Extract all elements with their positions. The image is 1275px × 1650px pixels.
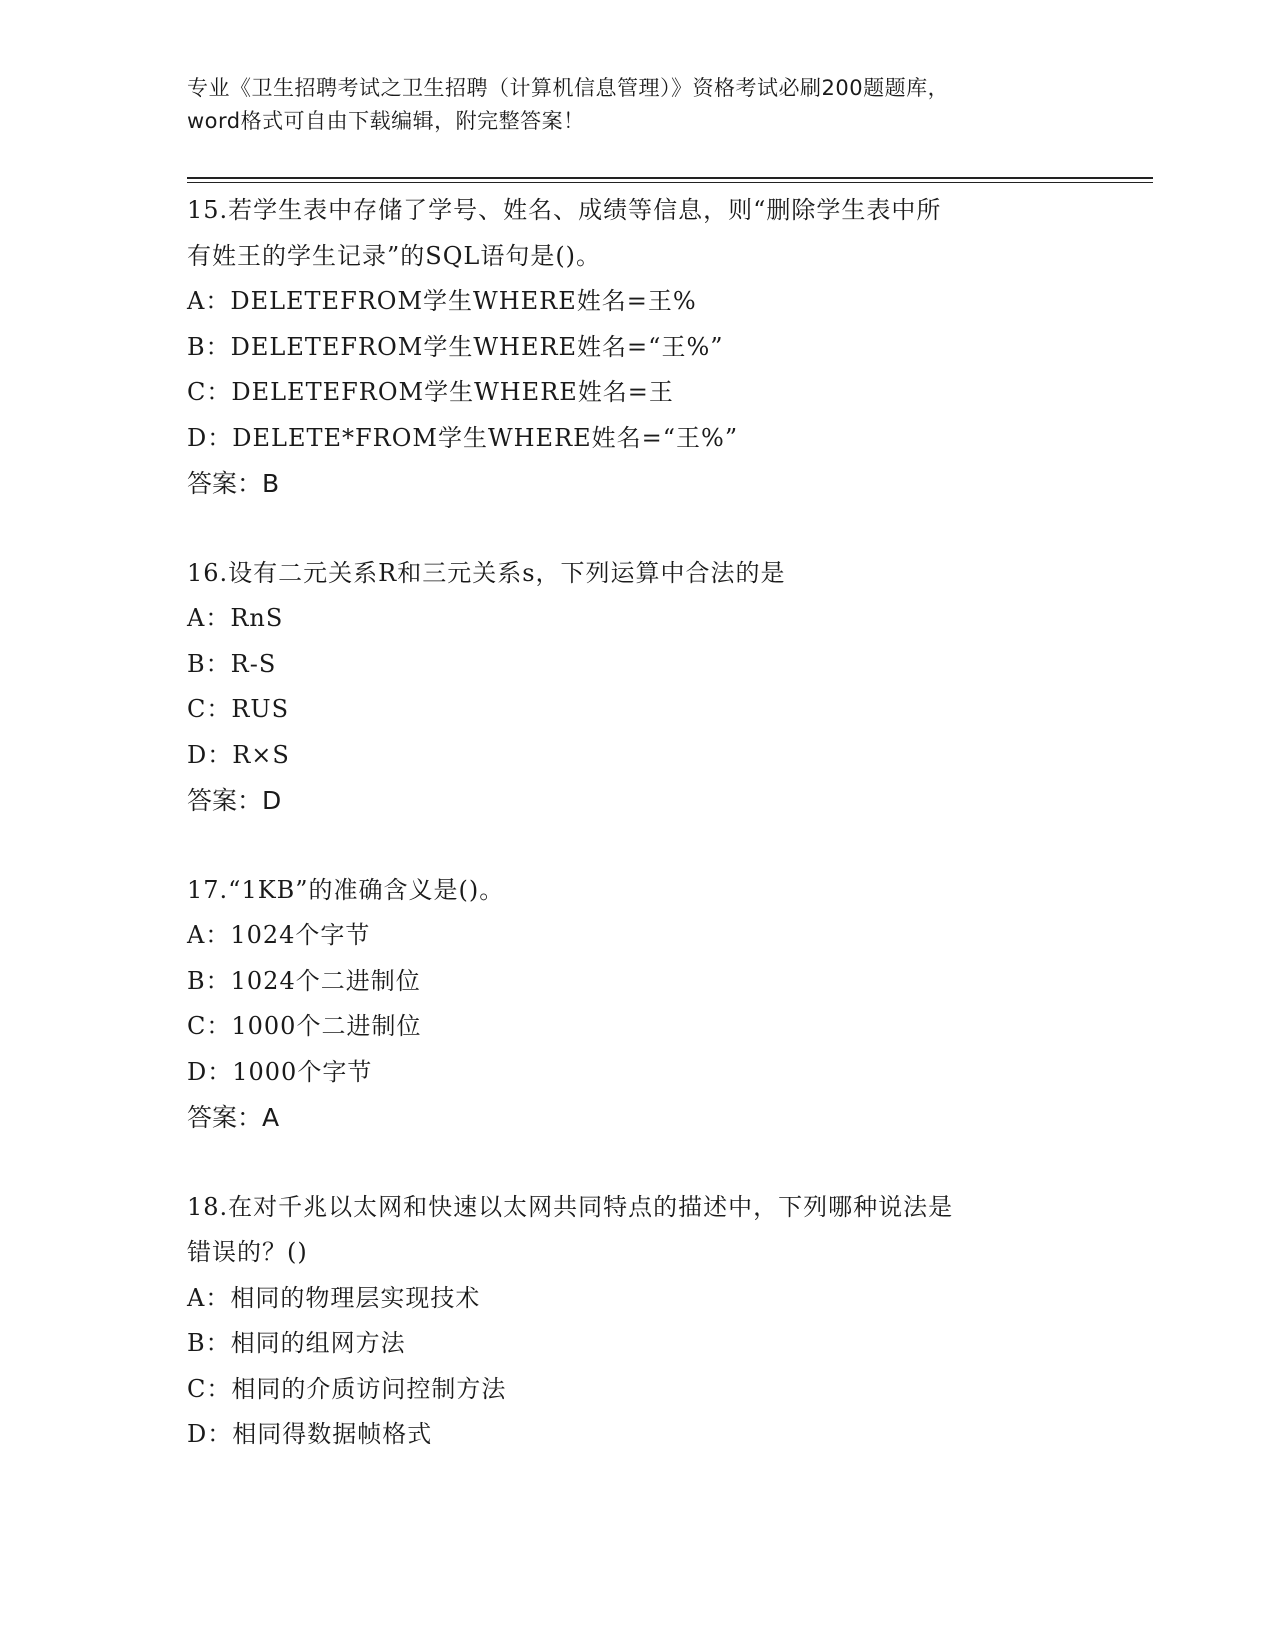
header-divider-thick [187, 177, 1153, 179]
option-d: D：R×S [187, 740, 290, 769]
option-c: C：相同的介质访问控制方法 [187, 1374, 507, 1403]
document-header [187, 72, 1087, 138]
question-stem: 17.“1KB”的准确含义是()。 [187, 875, 505, 904]
option-a: A：1024个字节 [187, 921, 371, 949]
header-line-1: 专业《卫生招聘考试之卫生招聘（计算机信息管理）》资格考试必刷200题题库， [187, 76, 950, 100]
question-stem: 16.设有二元关系R和三元关系s，下列运算中合法的是 [187, 558, 786, 587]
question-stem-continued: 错误的？() [187, 1238, 308, 1266]
option-d: D：相同得数据帧格式 [187, 1420, 433, 1448]
question-list [187, 188, 1087, 1502]
question-stem: 15.若学生表中存储了学号、姓名、成绩等信息，则“删除学生表中所 [187, 196, 942, 224]
option-b: B：R-S [187, 649, 277, 678]
option-d: D：1000个字节 [187, 1057, 373, 1086]
option-c: C：1000个二进制位 [187, 1012, 422, 1040]
option-a: A：相同的物理层实现技术 [187, 1283, 481, 1312]
question-18 [187, 1185, 1087, 1458]
option-b: B：DELETEFROM学生WHERE姓名=“王%” [187, 332, 724, 361]
question-17 [187, 868, 1087, 1141]
option-a: A：RnS [187, 604, 284, 632]
option-d: D：DELETE*FROM学生WHERE姓名=“王%” [187, 423, 739, 452]
question-15 [187, 188, 1087, 507]
option-c: C：RUS [187, 695, 290, 723]
answer-label: 答案：A [187, 1103, 280, 1132]
answer-label: 答案：D [187, 786, 282, 815]
question-16 [187, 551, 1087, 824]
option-c: C：DELETEFROM学生WHERE姓名=王 [187, 378, 674, 406]
option-a: A：DELETEFROM学生WHERE姓名=王% [187, 287, 697, 315]
option-b: B：相同的组网方法 [187, 1329, 406, 1357]
answer-label: 答案：B [187, 469, 280, 498]
question-stem-continued: 有姓王的学生记录”的SQL语句是()。 [187, 241, 602, 270]
header-divider-thin [187, 182, 1153, 183]
option-b: B：1024个二进制位 [187, 966, 421, 995]
header-line-2: word格式可自由下载编辑，附完整答案！ [187, 109, 585, 133]
question-stem: 18.在对千兆以太网和快速以太网共同特点的描述中，下列哪种说法是 [187, 1192, 954, 1221]
